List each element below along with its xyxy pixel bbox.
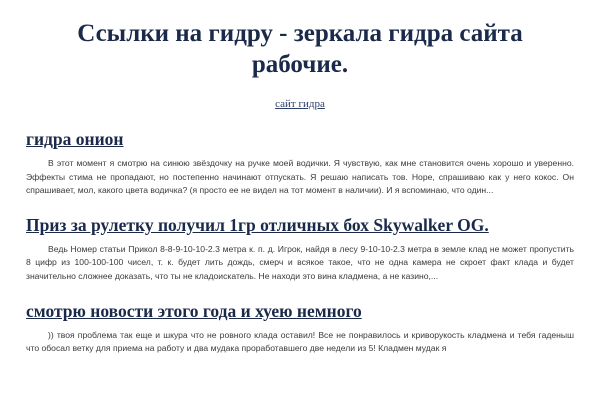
subtitle-link-container xyxy=(26,94,574,112)
site-link[interactable]: сайт гидра xyxy=(275,98,325,110)
article-heading-link[interactable]: гидра онион xyxy=(26,129,124,149)
article-excerpt: В этот момент я смотрю на синюю звёздочку на ручке моей водички. Я чувствую, как мне становится очень хорошо и уверенно. Эффекты стима не пропадают, но постепенно начинают отпускать. Я решаю написать тов. Норе, спрашиваю как у него кокос. Он спрашивает, мол, какого цвета водичка? (я просто ее не видел на тот момент в наличии). И я вспоминаю, что один... xyxy=(26,158,574,196)
article-heading-link[interactable]: Приз за рулетку получил 1гр отличных бох Skywalker OG. xyxy=(26,214,489,235)
article-item xyxy=(26,214,574,284)
article-excerpt: Ведь Номер статьи Прикол 8-8-9-10-10-2.3 метра к. п. д. Игрок, найдя в лесу 9-10-10-2.3 метра в земле клад не может пропустить 8 цифр из 100-100-100 чисел, т. к. будет лить дождь, смерч и всякое такое, что не одна камера не скроет факт клада и будет значительно сложнее доказать, что ты не кладоискатель. Не находи это вина кладмена, а не казино,... xyxy=(26,243,574,281)
article-item xyxy=(26,300,574,356)
article-heading-link[interactable]: смотрю новости этого года и хуею немного xyxy=(26,300,362,321)
article-item xyxy=(26,128,574,198)
page-title: Ссылки на гидру - зеркала гидра сайта рабочие. xyxy=(77,20,523,78)
article-excerpt: )) твоя проблема так еще и шкура что не ровного клада оставил! Все не понравилось и криворукость кладмена и тебя гаденыш что обосал ветку для приема на работу и два мудака проработавшего две недели из 5! Кладмен мудак я xyxy=(26,329,574,354)
